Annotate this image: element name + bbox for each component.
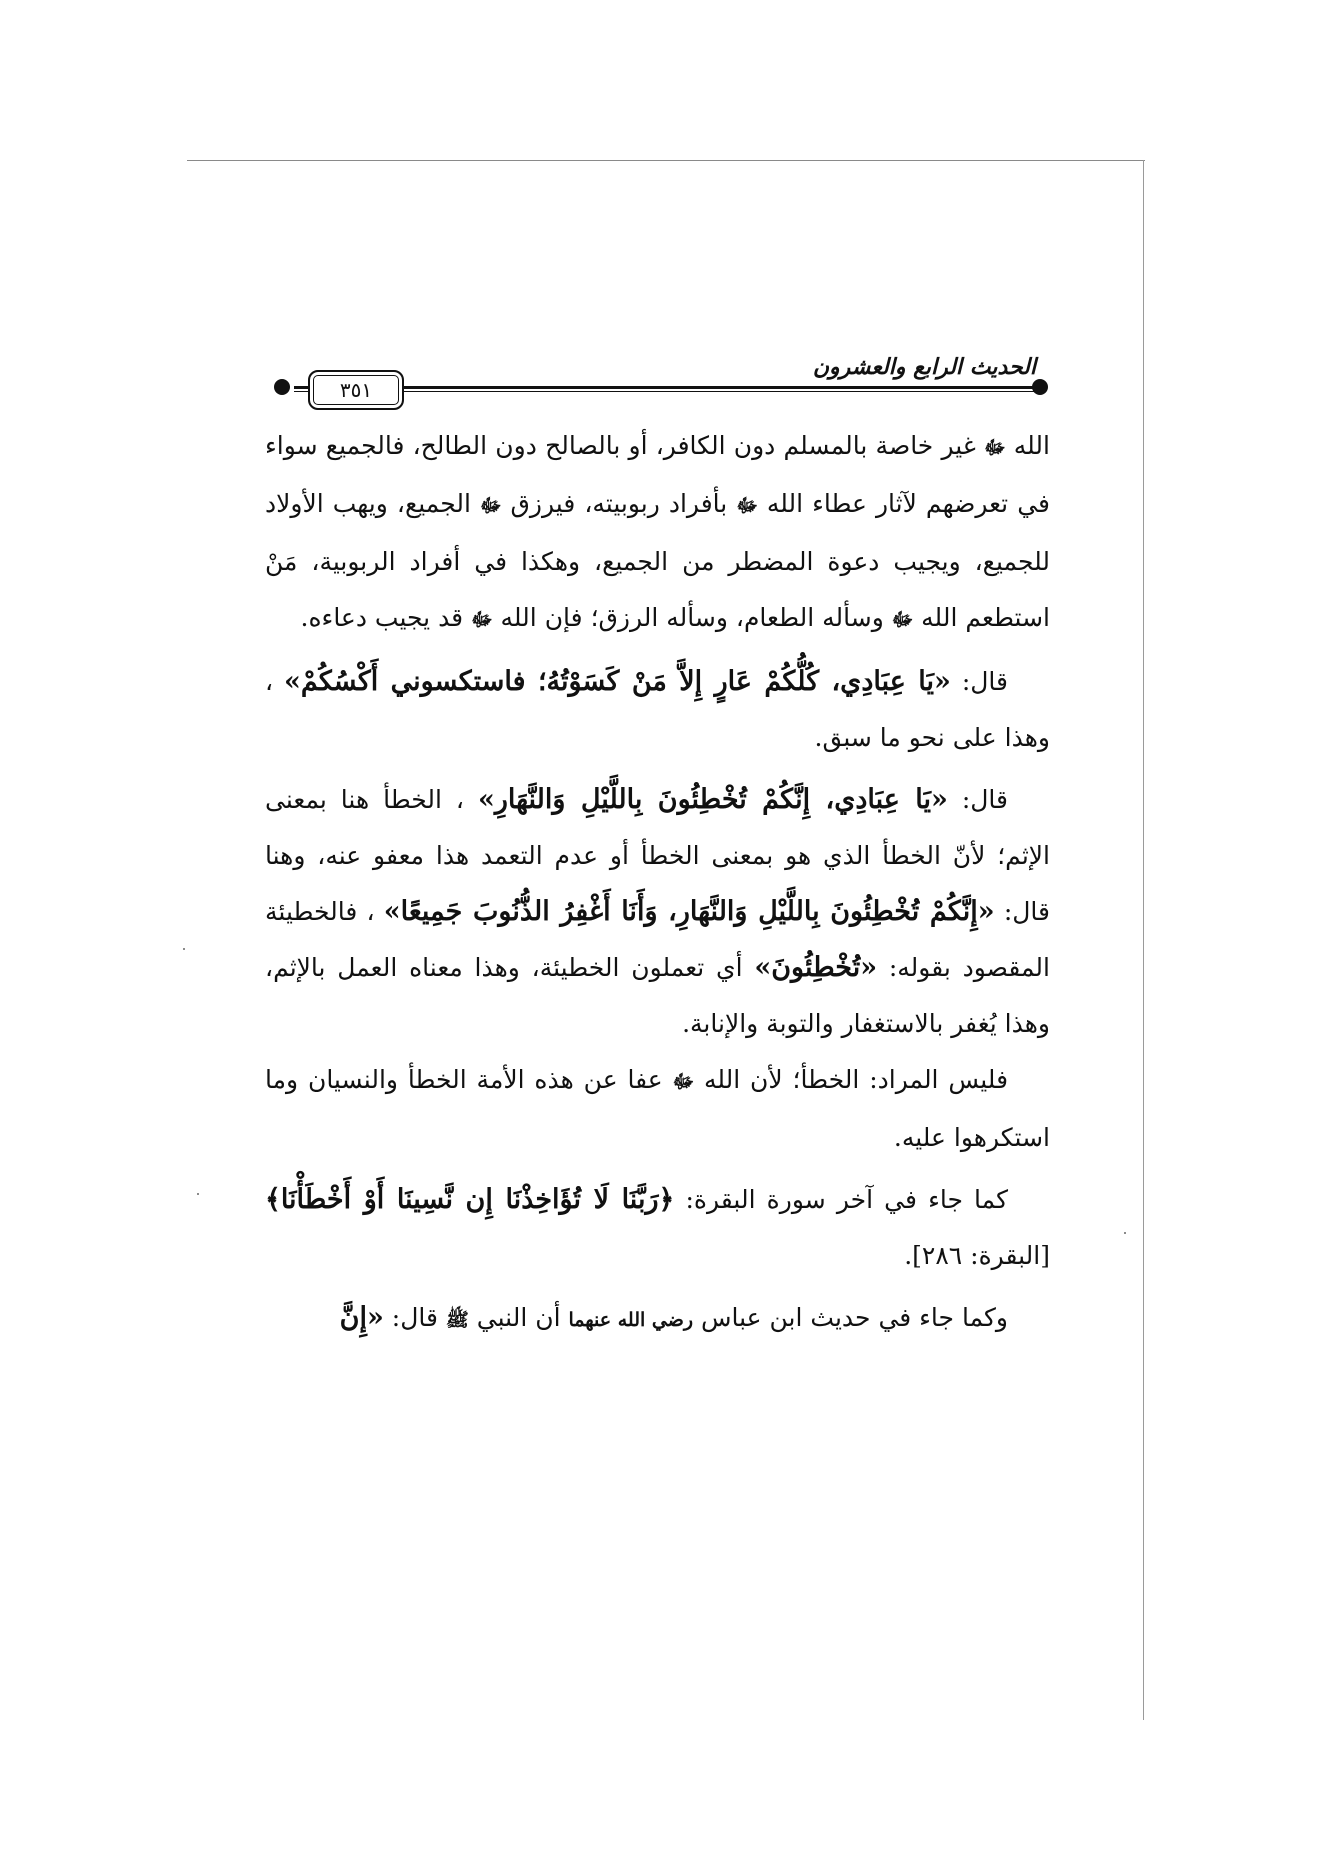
honorific-glyph: رضي الله عنهما [568, 1309, 694, 1331]
running-title: الحديث الرابع والعشرون [812, 354, 1036, 380]
scan-border-right [1143, 160, 1144, 1720]
paragraph-1 [265, 418, 1050, 648]
honorific-glyph: ﷻ [891, 609, 914, 631]
text-span: كما جاء في آخر سورة البقرة: [674, 1185, 1009, 1214]
honorific-glyph: ﷻ [480, 495, 502, 517]
honorific-glyph: ﷺ [445, 1309, 469, 1331]
text-span: غير خاصة بالمسلم دون الكافر، أو بالصالح دون الطالح، فالجميع سواء في تعرضهم لآثار عطاء الله [265, 431, 1050, 518]
text-span: وكما جاء في حديث ابن عباس [700, 1303, 1008, 1332]
paragraph-5 [265, 1172, 1050, 1284]
honorific-glyph: ﷻ [736, 495, 758, 517]
header-rule-thin [294, 391, 1034, 392]
scan-border-top [187, 160, 1145, 161]
text-span: وسأله الطعام، وسأله الرزق؛ فإن الله [500, 603, 884, 632]
text-span: قال: [383, 1303, 438, 1332]
text-span: ، فالخطيئة المقصود بقوله: [265, 897, 1050, 982]
text-span: الله [1013, 431, 1050, 460]
page-header [270, 352, 1048, 412]
text-span: ، وهذا على نحو ما سبق. [265, 667, 1050, 752]
header-ornament-dot-left [274, 379, 290, 395]
hadith-quote: «تُخْطِئُونَ» [754, 952, 878, 983]
text-span: أن النبي [476, 1303, 561, 1332]
text-span: قد يجيب دعاءه. [300, 603, 464, 632]
text-span: عفا عن هذه الأمة الخطأ والنسيان وما استكرهوا عليه. [265, 1065, 1050, 1152]
paragraph-2 [265, 654, 1050, 766]
text-span: بأفراد ربوبيته، فيرزق [501, 489, 728, 518]
honorific-glyph: ﷻ [672, 1071, 695, 1093]
text-span: قال: [947, 785, 1009, 814]
text-span: ، الخطأ هنا بمعنى الإثم؛ لأنّ الخطأ الذي هو بمعنى الخطأ أو عدم التعمد هذا معفو عنه، وهنا قال: [265, 785, 1050, 926]
header-ornament-dot-right [1032, 379, 1048, 395]
quran-verse: ﴿رَبَّنَا لَا تُؤَاخِذْنَا إِن نَّسِينَا أَوْ أَخْطَأْنَا﴾ [265, 1184, 675, 1215]
text-span: أي تعملون الخطيئة، وهذا معناه العمل بالإثم، وهذا يُغفر بالاستغفار والتوبة والإنابة. [265, 953, 1050, 1038]
scan-speck [1124, 1232, 1126, 1234]
paragraph-6 [265, 1290, 1050, 1348]
hadith-quote: «يَا عِبَادِي، إِنَّكُمْ تُخْطِئُونَ بِاللَّيْلِ وَالنَّهَارِ» [477, 784, 948, 815]
hadith-quote: «إِنَّكُمْ تُخْطِئُونَ بِاللَّيْلِ وَالنَّهَارِ، وَأَنَا أَغْفِرُ الذُّنُوبَ جَمِيعًا» [383, 896, 995, 927]
hadith-quote: «يَا عِبَادِي، كُلُّكُمْ عَارٍ إِلاَّ مَنْ كَسَوْتُهُ؛ فاستكسوني أَكْسُكُمْ» [284, 666, 951, 697]
honorific-glyph: ﷻ [984, 437, 1006, 459]
header-rule [294, 386, 1034, 389]
text-span: الجميع، ويهب الأولاد للجميع، ويجيب دعوة المضطر من الجميع، وهكذا في أفراد الربوبية، مَنْ استطعم الله [265, 489, 1050, 632]
paragraph-3 [265, 772, 1050, 1052]
text-span: قال: [950, 667, 1008, 696]
hadith-quote: «إِنَّ [339, 1302, 384, 1333]
honorific-glyph: ﷻ [471, 609, 493, 631]
scan-speck [183, 948, 185, 950]
page-body [265, 418, 1050, 1348]
paragraph-4 [265, 1052, 1050, 1166]
page-number: ٣٥١ [308, 370, 404, 410]
text-span: فليس المراد: الخطأ؛ لأن الله [703, 1065, 1009, 1094]
scan-speck [197, 1193, 199, 1195]
text-span: [البقرة: ٢٨٦]. [904, 1241, 1050, 1270]
